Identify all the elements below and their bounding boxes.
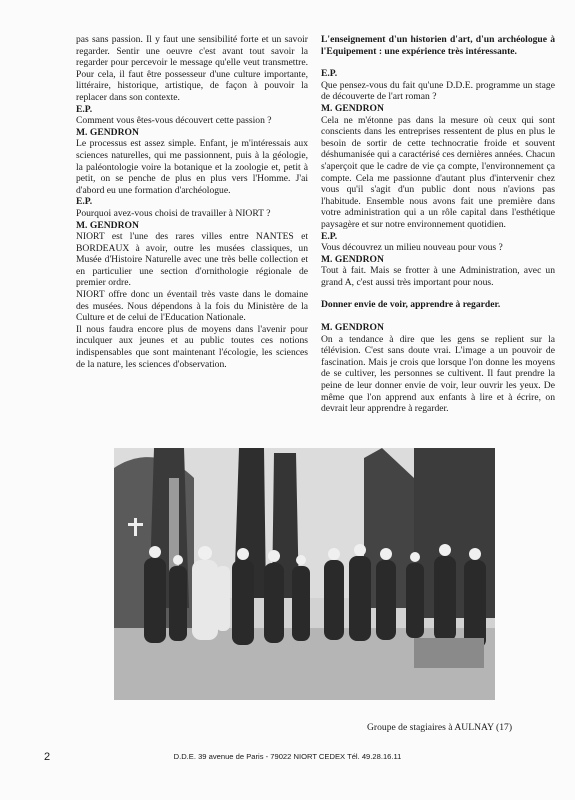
right-column [321, 34, 555, 415]
section-heading: Donner envie de voir, apprendre à regarder. [321, 299, 501, 311]
body-paragraph: On a tendance à dire que les gens se replient sur la télévision. C'est sans doute vrai. L'image a un pouvoir de fascination. Mais je crois que lorsque l'on donne les moyens de se cultiver, les personnes se cultivent. Il faut prendre la peine de leur donner envie de voir, leur ouvrir les yeux. De même que l'on apprend aux enfants à lire et à écrire, on devrait leur apprendre à regarder. [321, 333, 555, 415]
section-heading: L'enseignement d'un historien d'art, d'un archéologue à l'Equipement : une expérience très intéressante. [321, 34, 555, 57]
speaker-label: M. GENDRON [321, 322, 384, 334]
left-column [76, 34, 308, 370]
body-paragraph: NIORT est l'une des rares villes entre NANTES et BORDEAUX à avoir, outre les musées classiques, un Musée d'Histoire Naturelle avec une très belle collection et en particulier une section d'ornithologie régionale de premier ordre. [76, 231, 308, 289]
photo-illustration [114, 448, 495, 700]
spacer [321, 311, 555, 322]
photo-caption: Groupe de stagiaires à AULNAY (17) [367, 722, 513, 733]
body-paragraph: NIORT offre donc un éventail très vaste dans le domaine des musées. Nous dépendons à la fois du Ministère de la Culture et de celui de l'Education Nationale. [76, 289, 308, 324]
speaker-label: E.P. [321, 230, 338, 242]
body-paragraph: Cela ne m'étonne pas dans la mesure où ceux qui sont conscients dans les entreprises ressentent de plus en plus le besoin de sortir de cette technocratie froide et souvent déshumanisée qui a caractérisé ces dernières années. Chacun s'aperçoit que le cadre de vie ça compte, l'environnement ça compte. Cela me passionne d'autant plus d'intervenir chez vous qu'il s'agit d'un public dont nous n'avions pas l'habitude. Ensemble nous avons fait une première dans votre administration qui a un rôle capital dans l'esthétique paysagère et sur notre environnement quotidien. [321, 114, 555, 230]
footer-address: D.D.E. 39 avenue de Paris - 79022 NIORT CEDEX Tél. 49.28.16.11 [173, 752, 402, 761]
spacer [321, 288, 555, 299]
speaker-label: E.P. [321, 68, 338, 80]
speaker-label: E.P. [76, 196, 93, 208]
body-paragraph: Tout à fait. Mais se frotter à une Administration, avec un grand A, c'est aussi très important pour nous. [321, 265, 555, 288]
body-paragraph: pas sans passion. Il y faut une sensibilité forte et un savoir regarder. Sentir une oeuvre c'est avant tout savoir la regarder pour percevoir le message qu'elle veut transmettre. Pour cela, il faut être possesseur d'une culture importante, littéraire, historique, artistique, de façon à pouvoir la replacer dans son contexte. [76, 34, 308, 103]
body-paragraph: Il nous faudra encore plus de moyens dans l'avenir pour inculquer aux jeunes et au public toutes ces notions indispensables que sont maintenant l'écologie, les sciences de la nature, les sciences d'observation. [76, 323, 308, 370]
body-paragraph: Pourquoi avez-vous choisi de travailler à NIORT ? [76, 207, 271, 219]
speaker-label: M. GENDRON [76, 126, 139, 138]
speaker-label: E.P. [76, 103, 93, 115]
group-photo [114, 448, 495, 700]
body-paragraph: Vous découvrez un milieu nouveau pour vous ? [321, 242, 503, 254]
body-paragraph: Comment vous êtes-vous découvert cette passion ? [76, 115, 272, 127]
page-number: 2 [44, 751, 51, 763]
speaker-label: M. GENDRON [321, 253, 384, 265]
body-paragraph: Que pensez-vous du fait qu'une D.D.E. programme un stage de découverte de l'art roman ? [321, 79, 555, 103]
body-paragraph: Le processus est assez simple. Enfant, je m'intéressais aux sciences naturelles, qui me passionnent, puis à la géologie, la paléontologie voire la botanique et la zoologie et, petit à petit, on se penche de plus en plus vers l'Homme. J'ai d'abord eu une formation d'archéologue. [76, 138, 308, 196]
speaker-label: M. GENDRON [321, 102, 384, 114]
spacer [321, 57, 555, 68]
speaker-label: M. GENDRON [76, 219, 139, 231]
